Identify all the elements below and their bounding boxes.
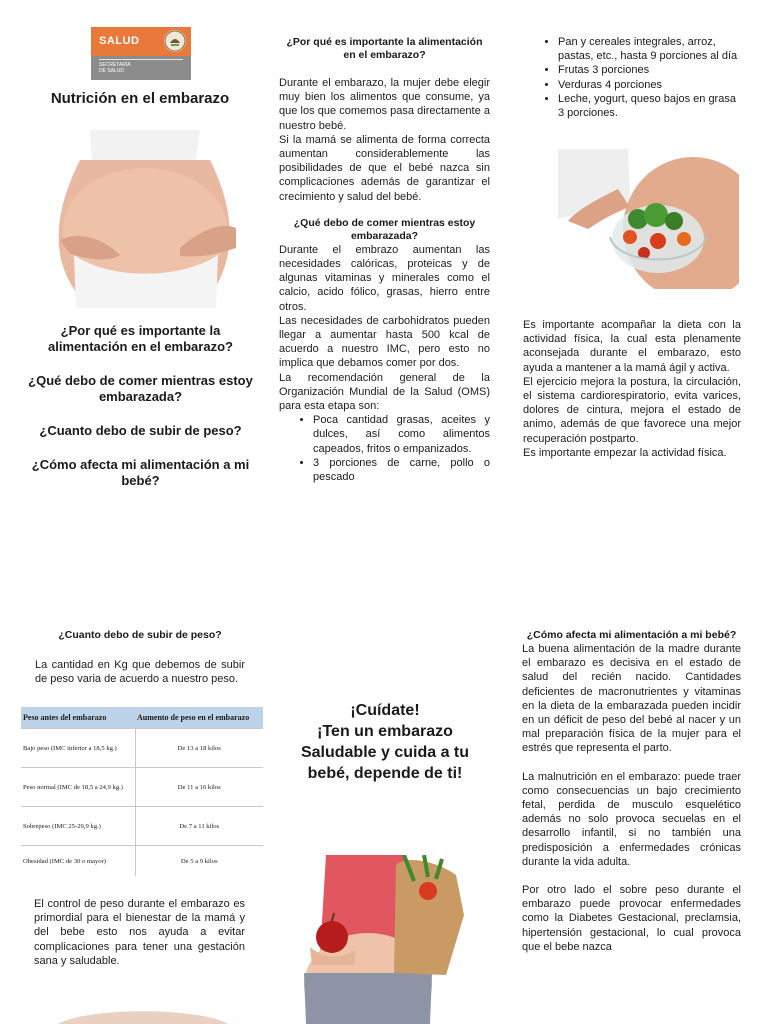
slogan-line-2: ¡Ten un embarazo Saludable y cuida a tu bebé, depende de ti!: [300, 723, 470, 782]
paragraph-choose-foods: Durante el embarazo, la mujer debe elegir muy bien los alimentos que consume, ya que los que comemos pasa directamente a nuestro bebé.: [279, 77, 490, 132]
question-1: ¿Por qué es importante la alimentación en el embarazo?: [48, 323, 233, 354]
paragraph-physical-activity: Es importante acompañar la dieta con la actividad física, la cual esta plenamente aconsejada durante el embarazo, esto ayuda a mantener a la mamá ágil y activa.: [523, 319, 741, 374]
paragraph-overweight: Por otro lado el sobre peso durante el embarazo puede provocar enfermedades como la Diabetes Gestacional, preclamsia, hipertensión gestacional, lo cual provoca que el bebe nazca: [522, 884, 741, 953]
logo-subtitle-line1: SECRETARÍA: [99, 62, 131, 68]
table-row: [21, 807, 263, 846]
pregnant-woman-apple-photo: [296, 855, 468, 1024]
heading-baby-effect: ¿Cómo afecta mi alimentación a mi bebé?: [526, 629, 737, 641]
woman-with-apple-and-groceries: [296, 855, 468, 1024]
table-cell: Peso normal (IMC de 18,5 a 24,9 kg.): [21, 768, 135, 807]
salud-logo: [91, 27, 191, 80]
logo-orange-band: [91, 27, 191, 56]
paragraph-malnutrition: La malnutrición en el embarazo: puede traer como consecuencias un bajo crecimiento fetal, perdida de musculo esquelético además no solo provoca secuelas en el desarrollo infantil, si no también una predisposición a enfermedades crónicas durante la vida adulta.: [522, 770, 741, 868]
slogan-block: [280, 700, 490, 784]
table-cell: De 5 a 9 kilos: [135, 846, 263, 877]
table-header-cell: Aumento de peso en el embarazo: [135, 707, 263, 729]
list-item: • Leche, yogurt, queso bajos en grasa 3 porciones.: [558, 92, 740, 120]
paragraph-good-nutrition: La buena alimentación de la madre durante el embarazo es decisiva en el estado de salud del recién nacido. Cantidades deficientes de macronutrientes y vitaminas en la dieta de la embarazada pueden incidir en un déficit de peso del bebé al nacer y un mal preparación física de la mujer para el estrés que representa el parto.: [522, 643, 741, 755]
paragraph-carbohydrates: Las necesidades de carbohidratos pueden llegar a aumentar hasta 500 kcal de acuerdo a nuestro IMC, pero esto no implica que debamos comer por dos.: [279, 314, 490, 370]
list-item: • 3 porciones de carne, pollo o pescado: [313, 456, 490, 484]
salad-bowl-illustration: [558, 149, 739, 289]
list-item: • Verduras 4 porciones: [558, 78, 740, 92]
table-cell: De 11 a 16 kilos: [135, 768, 263, 807]
paragraph-weight-intro: La cantidad en Kg que debemos de subir de peso varia de acuerdo a nuestro peso.: [35, 659, 245, 686]
list-item: • Pan y cereales integrales, arroz, pastas, etc., hasta 9 porciones al día: [558, 35, 740, 63]
logo-divider: [99, 59, 183, 60]
weight-gain-table: [21, 707, 263, 876]
question-4: ¿Cómo afecta mi alimentación a mi bebé?: [31, 457, 250, 488]
logo-brand: SALUD: [99, 35, 140, 47]
paragraph-correct-nutrition: Si la mamá se alimenta de forma correcta aumentan considerablemente las posibilidades de que el bebé nazca sin complicaciones además de garantizar el crecimiento y salud del bebé.: [279, 133, 490, 203]
weight-gain-section: [30, 629, 250, 686]
heading-what-to-eat: ¿Qué debo de comer mientras estoy embarazada?: [293, 216, 476, 242]
physical-activity-section: [523, 318, 741, 460]
national-seal-icon: [164, 30, 186, 52]
table-header-row: [21, 707, 263, 729]
table-cell: Bajo peso (IMC inferior a 18,5 kg.): [21, 729, 135, 768]
paragraph-oms: La recomendación general de la Organización Mundial de la Salud (OMS) para esta etapa son:: [279, 371, 490, 413]
logo-subtitle-line2: DE SALUD: [99, 68, 125, 74]
table-row: [21, 768, 263, 807]
pregnant-belly-illustration: [50, 130, 238, 308]
weight-control-section: [34, 897, 245, 968]
paragraph-weight-control: El control de peso durante el embarazo es primordial para el bienestar de la mamá y del bebe esto nos ayuda a evitar complicaciones para tener una gestación sana y saludable.: [34, 898, 245, 967]
slogan-line-1: ¡Cuídate!: [350, 702, 420, 719]
list-item: • Frutas 3 porciones: [558, 63, 740, 77]
question-list: [28, 323, 253, 489]
portions-list-container: [524, 35, 740, 120]
column-why-important: [279, 36, 490, 484]
salad-bowl-photo: [558, 149, 739, 289]
table-cell: Obesidad (IMC de 30 o mayor): [23, 857, 106, 865]
oms-recommendations-list: [279, 413, 490, 484]
table-cell: Sobrepeso (IMC 25-29,9 kg.): [21, 807, 135, 846]
eagle-icon: [164, 30, 186, 52]
paragraph-start-activity: Es importante empezar la actividad física.: [523, 446, 727, 459]
table-header-cell: Peso antes del embarazo: [21, 707, 135, 729]
table-row: [21, 846, 263, 877]
portions-list: [524, 35, 740, 120]
paragraph-needs: Durante el embrazo aumentan las necesidades calóricas, proteicas y de algunas vitaminas y minerales como el calcio, acido fólico, grasas, hierro entre otros.: [279, 243, 490, 313]
question-2: ¿Qué debo de comer mientras estoy embarazada?: [28, 373, 253, 404]
table-cell: De 7 a 11 kilos: [135, 807, 263, 846]
baby-effect-section: [522, 629, 741, 954]
brochure-title: Nutrición en el embarazo: [50, 90, 230, 107]
logo-subtitle: [99, 62, 187, 74]
list-item: • Poca cantidad grasas, aceites y dulces, así como alimentos capeados, fritos o empanizados.: [313, 413, 490, 456]
table-cell: De 13 a 18 kilos: [135, 729, 263, 768]
heading-why-important: ¿Por qué es importante la alimentación en el embarazo?: [286, 36, 483, 61]
pregnant-woman-photo: [50, 130, 238, 308]
bottom-photo-partial: [48, 1003, 238, 1024]
heading-weight-gain: ¿Cuanto debo de subir de peso?: [58, 629, 222, 641]
weight-table: [21, 707, 263, 876]
paragraph-exercise-benefits: El ejercicio mejora la postura, la circulación, el sistema cardiorespiratorio, evita varices, dolores de cintura, mejora el estado de animo, además de que favorece una mejor recuperación postparto.: [523, 375, 741, 445]
skin-photo-crop: [48, 1003, 238, 1024]
question-3: ¿Cuanto debo de subir de peso?: [39, 423, 242, 438]
table-row: [21, 729, 263, 768]
